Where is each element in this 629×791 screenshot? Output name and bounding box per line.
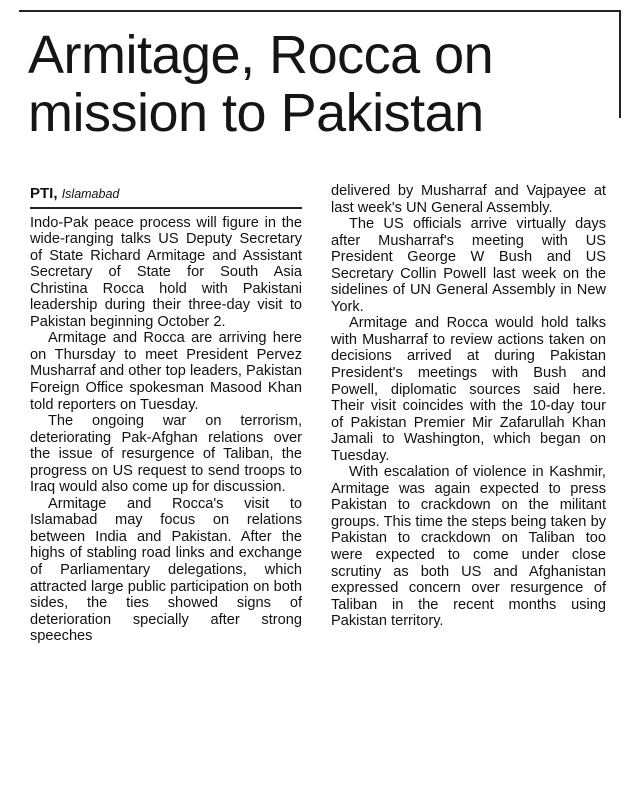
paragraph: Armitage and Rocca's visit to Islamabad may focus on relations between India and Pakistan. After the highs of stabling road links and exchange of Parliamentary delegations, which attracted large public participation on both sides, the ties showed signs of deterioration specially after strong speeches bbox=[30, 495, 302, 645]
paragraph: Armitage and Rocca would hold talks with Musharraf to review actions taken on decisions arrived at during Pakistan President's meetings with Bush and Powell, diplomatic sources said here. Their visit coincides with the 10-day tour of Pakistan Premier Mir Zafarullah Khan Jamali to Washington, which began on Tuesday. bbox=[331, 315, 606, 464]
top-border-rule bbox=[19, 10, 621, 12]
paragraph: With escalation of violence in Kashmir, Armitage was again expected to press Pakistan to crackdown on the militant groups. This time the steps being taken by Pakistan to crackdown on Taliban too were expected to come under close scrutiny as both US and Afghanistan expressed concern over resurgence of Taliban in the recent months using Pakistan territory. bbox=[331, 464, 606, 630]
headline: Armitage, Rocca on mission to Pakistan bbox=[28, 25, 494, 143]
byline-place: Islamabad bbox=[61, 187, 120, 201]
paragraph: The US officials arrive virtually days after Musharraf's meeting with US President George W Bush and US Secretary Collin Powell last week on the sidelines of UN General Assembly in New York. bbox=[331, 216, 606, 315]
paragraph: The ongoing war on terrorism, deteriorating Pak-Afghan relations over the issue of resurgence of Taliban, the progress on US request to send troops to Iraq would also come up for discussion. bbox=[30, 413, 302, 496]
dateline-divider bbox=[30, 207, 302, 209]
paragraph: Armitage and Rocca are arriving here on Thursday to meet President Pervez Musharraf and other top leaders, Pakistan Foreign Office spokesman Masood Khan told reporters on Tuesday. bbox=[30, 330, 302, 413]
paragraph: Indo-Pak peace process will figure in the wide-ranging talks US Deputy Secretary of State Richard Armitage and Assistant Secretary of State for South Asia Christina Rocca hold with Pakistani leadership during their three-day visit to Pakistan beginning October 2. bbox=[30, 214, 302, 330]
dateline bbox=[30, 185, 302, 203]
paragraph-continued: delivered by Musharraf and Vajpayee at last week's UN General Assembly. bbox=[331, 183, 606, 216]
right-border-rule bbox=[619, 10, 621, 118]
article-column-right bbox=[331, 183, 606, 630]
byline-agency: PTI, bbox=[30, 185, 58, 202]
article-column-left bbox=[30, 185, 302, 645]
